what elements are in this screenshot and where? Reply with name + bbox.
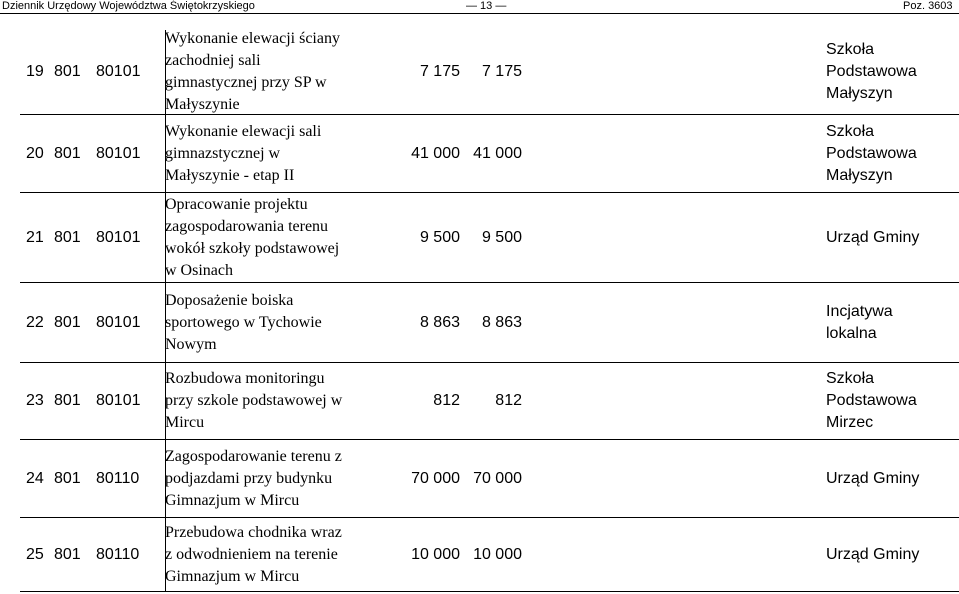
section-code: 801 <box>54 392 81 409</box>
chapter-code: 80110 <box>96 545 140 563</box>
chapter-code: 80101 <box>96 392 141 409</box>
task-description-cell <box>165 363 375 439</box>
chapter-code: 80101 <box>96 228 141 246</box>
responsible-unit-cell <box>826 193 959 282</box>
row-number: 21 <box>26 228 44 246</box>
table-row <box>20 30 959 115</box>
section-code: 801 <box>54 63 81 80</box>
table-row <box>20 363 959 440</box>
responsible-unit: Szkoła Podstawowa Małyszyn <box>826 41 917 102</box>
table-row <box>20 115 959 193</box>
section-code: 801 <box>54 228 81 246</box>
row-number: 24 <box>26 469 44 487</box>
amount-planned: 812 <box>433 392 460 409</box>
responsible-unit-cell <box>826 30 959 114</box>
row-number: 20 <box>26 144 44 162</box>
table-row <box>20 440 959 518</box>
amount-total: 10 000 <box>473 545 522 563</box>
table-row <box>20 518 959 592</box>
task-description-cell <box>165 440 375 517</box>
task-description: Przebudowa chodnika wraz z odwodnieniem na terenie Gimnazjum w Mircu <box>165 523 342 585</box>
task-description: Wykonanie elewacji sali gimnazstycznej w Małyszynie - etap II <box>165 122 322 184</box>
section-code: 801 <box>54 144 81 162</box>
responsible-unit-cell <box>826 440 959 517</box>
amount-planned: 9 500 <box>419 228 460 246</box>
responsible-unit: Urząd Gminy <box>826 228 920 246</box>
responsible-unit: Szkoła Podstawowa Mirzec <box>826 370 917 431</box>
table-row <box>20 193 959 283</box>
task-description-cell <box>165 518 375 591</box>
task-description-cell <box>165 193 375 282</box>
section-code: 801 <box>54 313 81 331</box>
table-row <box>20 283 959 363</box>
task-description: Wykonanie elewacji ściany zachodniej sali gimnastycznej przy SP w Małyszynie <box>165 30 340 113</box>
amount-total: 9 500 <box>481 228 522 246</box>
task-description-cell <box>165 30 375 114</box>
amount-planned: 8 863 <box>419 313 460 331</box>
responsible-unit-cell <box>826 283 959 362</box>
chapter-code: 80101 <box>96 144 141 162</box>
section-code: 801 <box>54 545 81 563</box>
responsible-unit: Urząd Gminy <box>826 545 920 563</box>
amount-total: 812 <box>495 392 522 409</box>
task-description: Doposażenie boiska sportowego w Tychowie Nowym <box>165 291 322 353</box>
task-description: Zagospodarowanie terenu z podjazdami przy budynku Gimnazjum w Mircu <box>165 447 342 509</box>
responsible-unit: Szkoła Podstawowa Małyszyn <box>826 122 917 184</box>
amount-planned: 7 175 <box>419 63 460 80</box>
row-number: 23 <box>26 392 44 409</box>
task-description: Opracowanie projektu zagospodarowania terenu wokół szkoły podstawowej w Osinach <box>165 195 340 279</box>
responsible-unit-cell <box>826 363 959 439</box>
amount-planned: 70 000 <box>411 469 460 487</box>
journal-title: Dziennik Urzędowy Województwa Świętokrzyskiego <box>2 0 255 12</box>
amount-total: 8 863 <box>481 313 522 331</box>
chapter-code: 80110 <box>96 469 140 487</box>
page-number: — 13 — <box>466 0 507 12</box>
amount-total: 70 000 <box>473 469 522 487</box>
position-number: Poz. 3603 <box>903 0 953 12</box>
amount-total: 7 175 <box>481 63 522 80</box>
amount-planned: 10 000 <box>411 545 460 563</box>
row-number: 22 <box>26 313 44 331</box>
chapter-code: 80101 <box>96 63 141 80</box>
responsible-unit: Urząd Gminy <box>826 469 920 487</box>
amount-planned: 41 000 <box>411 144 460 162</box>
page-header <box>0 0 959 14</box>
task-description-cell <box>165 115 375 192</box>
responsible-unit-cell <box>826 115 959 192</box>
row-number: 25 <box>26 545 44 563</box>
responsible-unit: Incjatywa lokalna <box>826 302 893 342</box>
amount-total: 41 000 <box>473 144 522 162</box>
section-code: 801 <box>54 469 81 487</box>
header-rule <box>0 13 959 14</box>
task-description-cell <box>165 283 375 362</box>
chapter-code: 80101 <box>96 313 141 331</box>
row-number: 19 <box>26 63 44 80</box>
responsible-unit-cell <box>826 518 959 591</box>
budget-table <box>20 30 959 592</box>
task-description: Rozbudowa monitoringu przy szkole podstawowej w Mircu <box>165 370 343 431</box>
